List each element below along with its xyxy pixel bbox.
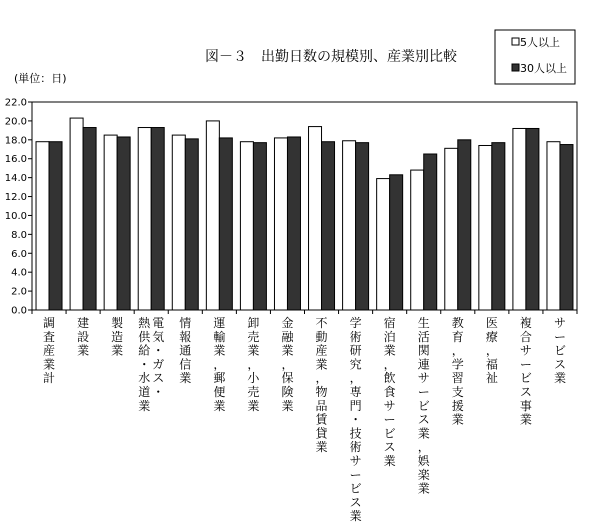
- bar-30-or-more: [83, 128, 96, 310]
- category-label: 調査産業計: [43, 316, 56, 386]
- category-label: 複合サービス事業: [519, 316, 532, 427]
- y-axis-unit-label: (単位：日): [14, 72, 67, 85]
- bar-30-or-more: [117, 137, 130, 310]
- bar-30-or-more: [458, 140, 471, 310]
- y-tick-label: 16.0: [4, 154, 27, 166]
- bar-5-or-more: [36, 142, 49, 310]
- y-tick-label: 22.0: [4, 97, 27, 109]
- legend: [495, 30, 575, 84]
- bar-5-or-more: [479, 145, 492, 310]
- legend-swatch-5: [512, 38, 519, 45]
- category-label: サービス業: [553, 316, 566, 386]
- y-tick-label: 14.0: [4, 173, 27, 185]
- legend-swatch-30: [512, 64, 519, 71]
- bar-5-or-more: [513, 128, 526, 310]
- bar-5-or-more: [70, 118, 83, 310]
- bar-30-or-more: [185, 139, 198, 310]
- bar-30-or-more: [49, 142, 62, 310]
- y-tick-label: 4.0: [11, 267, 27, 279]
- bar-5-or-more: [445, 148, 458, 310]
- legend-label-30: 30人以上: [520, 62, 567, 75]
- bar-5-or-more: [138, 128, 151, 310]
- bar-30-or-more: [356, 143, 369, 310]
- bar-30-or-more: [253, 143, 266, 310]
- category-label: 情報通信業: [179, 316, 192, 386]
- category-label: 金融業，保険業: [281, 316, 294, 413]
- category-label: 学術研究，専門・技術サービス業: [349, 316, 362, 524]
- bar-30-or-more: [151, 128, 164, 310]
- legend-label-5: 5人以上: [520, 36, 560, 49]
- category-label: 医療，福祉: [485, 316, 498, 386]
- chart-title: 図－３ 出勤日数の規模別、産業別比較: [205, 49, 457, 65]
- y-tick-label: 8.0: [11, 229, 27, 241]
- y-tick-label: 18.0: [4, 135, 27, 147]
- category-label: 生活関連サービス業，娯楽業: [417, 316, 430, 496]
- bar-5-or-more: [309, 127, 322, 310]
- y-tick-label: 6.0: [11, 248, 27, 260]
- bar-30-or-more: [287, 137, 300, 310]
- category-label: 製造業: [111, 316, 124, 358]
- category-label: 熱供給・水道業: [138, 316, 151, 413]
- y-tick-label: 10.0: [4, 210, 27, 222]
- bar-30-or-more: [492, 143, 505, 310]
- category-label: 卸売業，小売業: [247, 316, 260, 413]
- category-label: 電気・ガス・: [152, 316, 165, 399]
- category-label: 運輸業，郵便業: [213, 316, 226, 413]
- bar-30-or-more: [526, 128, 539, 310]
- bar-5-or-more: [343, 141, 356, 310]
- bar-5-or-more: [240, 142, 253, 310]
- plot-area: [5, 98, 577, 524]
- bar-30-or-more: [219, 138, 232, 310]
- bar-5-or-more: [104, 135, 117, 310]
- category-label: 不動産業，物品賃貸業: [315, 316, 328, 455]
- category-label: 教育，学習支援業: [451, 316, 464, 427]
- y-tick-label: 12.0: [4, 192, 27, 204]
- bar-30-or-more: [560, 145, 573, 310]
- bar-5-or-more: [377, 179, 390, 310]
- y-tick-label: 2.0: [11, 286, 27, 298]
- bar-30-or-more: [424, 154, 437, 310]
- bar-5-or-more: [547, 142, 560, 310]
- bar-30-or-more: [322, 142, 335, 310]
- bar-5-or-more: [274, 138, 287, 310]
- category-label: 宿泊業，飲食サービス業: [383, 316, 396, 468]
- bar-5-or-more: [206, 121, 219, 310]
- bar-30-or-more: [390, 175, 403, 310]
- bar-5-or-more: [411, 170, 424, 310]
- y-tick-label: 0.0: [11, 305, 27, 317]
- y-tick-label: 20.0: [4, 116, 27, 128]
- category-label: 建設業: [77, 316, 90, 358]
- bar-5-or-more: [172, 135, 185, 310]
